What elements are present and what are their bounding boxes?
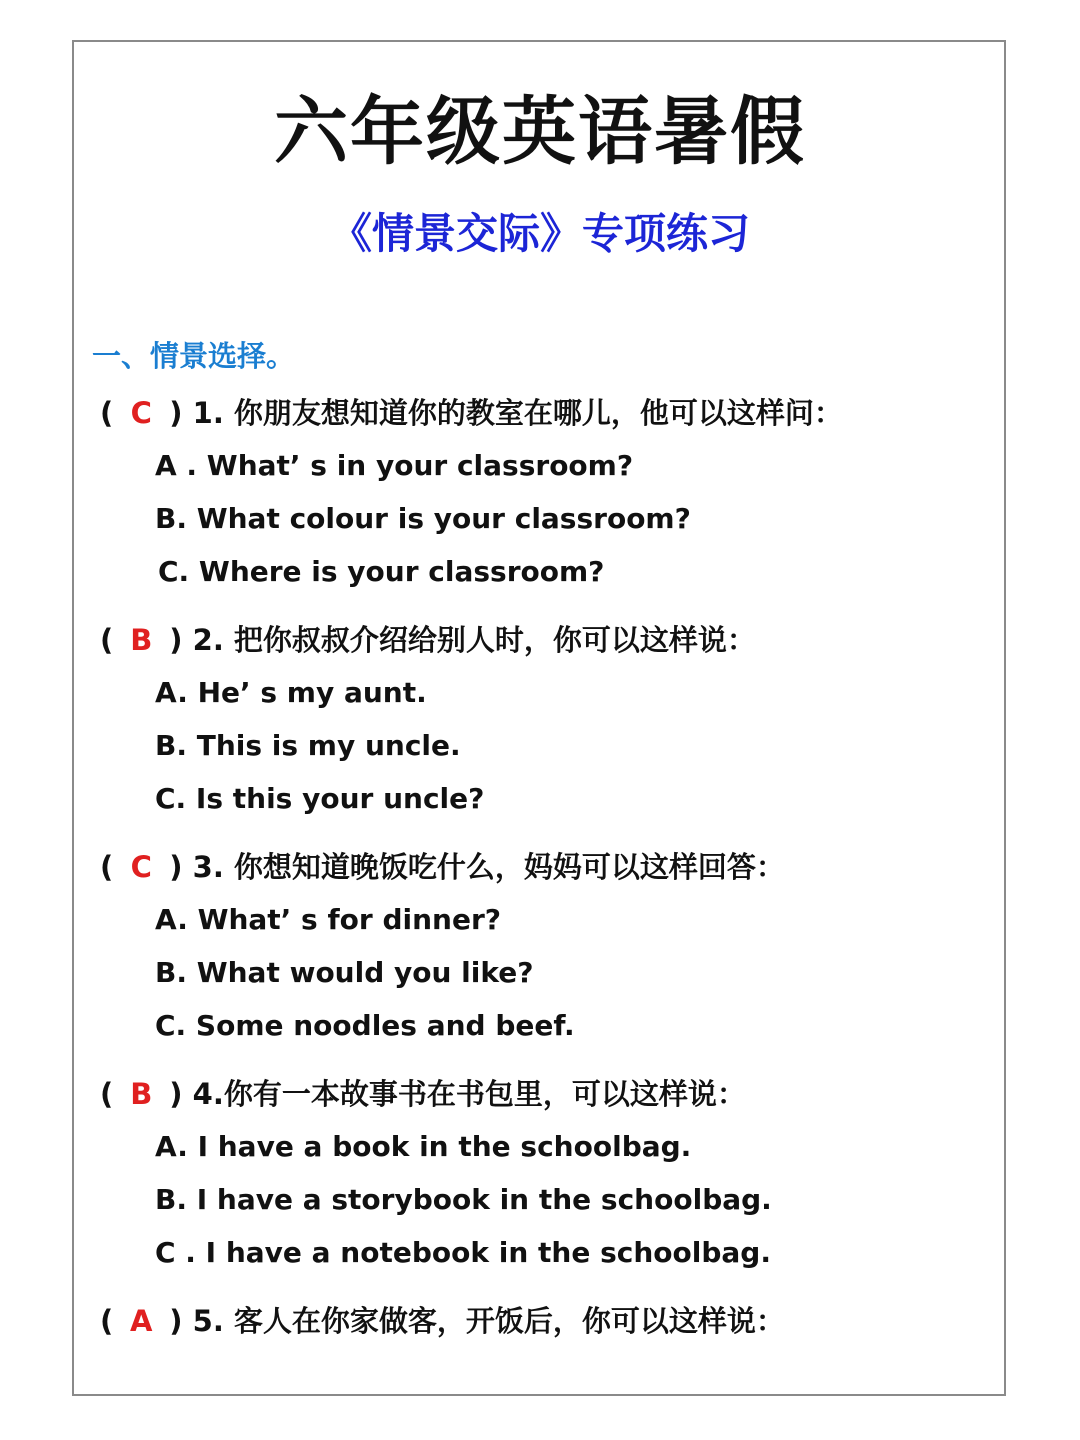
- open-paren: (: [100, 396, 114, 430]
- question-4-option-b: B. I have a storybook in the schoolbag.: [155, 1183, 772, 1216]
- question-3: [100, 850, 785, 884]
- question-4: [100, 1077, 746, 1111]
- answer-5: A: [130, 1304, 153, 1338]
- open-paren: (: [100, 850, 114, 884]
- question-4-option-c: C . I have a notebook in the schoolbag.: [155, 1236, 771, 1269]
- question-1-option-c: C. Where is your classroom?: [158, 555, 605, 588]
- close-paren: ): [169, 1077, 183, 1111]
- close-paren: ): [169, 850, 183, 884]
- open-paren: (: [100, 1304, 114, 1338]
- answer-3: C: [130, 850, 152, 884]
- question-4-option-a: A. I have a book in the schoolbag.: [155, 1130, 692, 1163]
- question-2: [100, 623, 756, 657]
- close-paren: ): [169, 623, 183, 657]
- question-3-option-b: B. What would you like?: [155, 956, 534, 989]
- answer-2: B: [130, 623, 153, 657]
- question-2-option-a: A. He’ s my aunt.: [155, 676, 427, 709]
- question-3-prompt: 3. 你想知道晚饭吃什么，妈妈可以这样回答：: [192, 850, 785, 884]
- open-paren: (: [100, 1077, 114, 1111]
- question-1-option-b: B. What colour is your classroom?: [155, 502, 691, 535]
- question-5-prompt: 5. 客人在你家做客，开饭后，你可以这样说：: [192, 1304, 785, 1338]
- question-1-option-a: A . What’ s in your classroom?: [155, 449, 634, 482]
- close-paren: ): [169, 396, 183, 430]
- question-5: [100, 1304, 785, 1338]
- section-heading: 一、情景选择。: [92, 339, 296, 373]
- answer-4: B: [130, 1077, 153, 1111]
- question-4-prompt: 4.你有一本故事书在书包里，可以这样说：: [192, 1077, 746, 1111]
- question-2-option-c: C. Is this your uncle?: [155, 782, 485, 815]
- answer-1: C: [130, 396, 152, 430]
- question-3-option-c: C. Some noodles and beef.: [155, 1009, 575, 1042]
- question-2-option-b: B. This is my uncle.: [155, 729, 461, 762]
- question-3-option-a: A. What’ s for dinner?: [155, 903, 501, 936]
- page-title: 六年级英语暑假: [274, 89, 806, 175]
- open-paren: (: [100, 623, 114, 657]
- close-paren: ): [169, 1304, 183, 1338]
- page-subtitle: 《情景交际》专项练习: [329, 209, 750, 258]
- question-1-prompt: 1. 你朋友想知道你的教室在哪儿，他可以这样问：: [192, 396, 843, 430]
- question-2-prompt: 2. 把你叔叔介绍给别人时，你可以这样说：: [192, 623, 756, 657]
- question-1: [100, 396, 843, 430]
